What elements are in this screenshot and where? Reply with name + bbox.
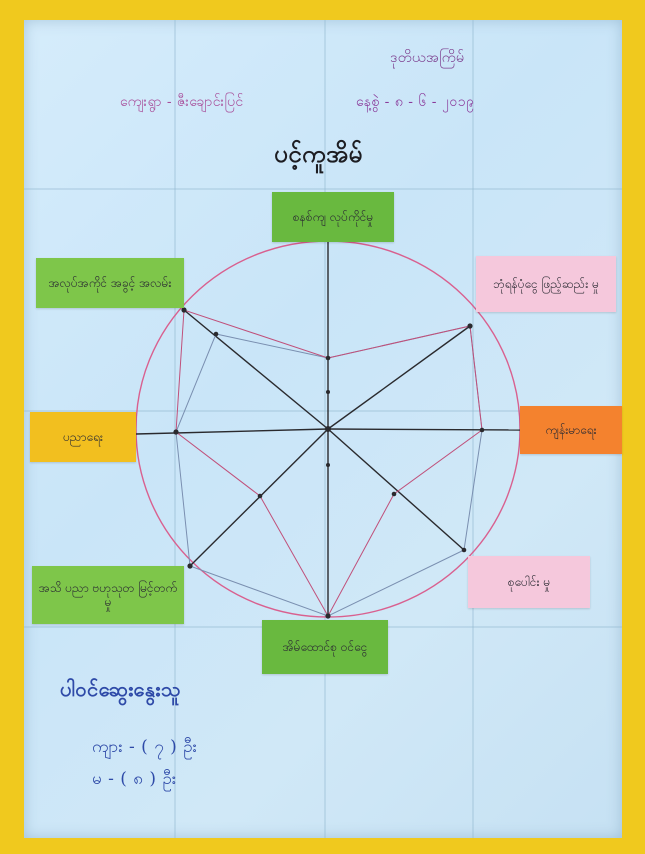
chart-title: ပင့်ကူအိမ် (274, 139, 363, 168)
round-note: ဒုတိယအကြိမ် (390, 50, 465, 66)
participants-title: ပါဝင်ဆွေးနွေးသူ (60, 677, 181, 701)
chart-paper (24, 20, 622, 838)
axis-left (136, 429, 328, 434)
participants-male: ကျား - ( ၇ ) ဦး (92, 737, 198, 757)
label-bottom-left: အသိ ပညာ ဗဟုသုတ မြင့်တက်မှု (32, 566, 184, 624)
label-top: စနစ်ကျ လုပ်ကိုင်မှု (272, 192, 394, 242)
village-label: ကျေးရွာ - ဇီးချောင်းပြင် (120, 94, 244, 110)
label-right: ကျန်းမာရေး (520, 406, 622, 454)
label-bottom: အိမ်ထောင်စု ဝင်ငွေ (262, 620, 388, 674)
label-left: ပညာရေး (30, 412, 136, 462)
participants-female: မ - ( ၈ ) ဦး (92, 769, 177, 789)
date-label: နေ့စွဲ - ၈ - ၆ - ၂၀၁၉ (356, 94, 475, 110)
axis-top-right (328, 326, 470, 429)
axis-top-left (184, 310, 328, 429)
axis-bottom-right (328, 429, 464, 550)
label-bottom-right: စုပေါင်း မှု (468, 556, 590, 608)
label-top-left: အလုပ်အကိုင် အခွင့် အလမ်း (36, 258, 184, 308)
score-dots (173, 307, 484, 618)
round-two-polygon (176, 310, 482, 616)
axis-right (328, 429, 524, 430)
label-top-right: ဘုံရန်ပုံငွေ ဖြည့်ဆည်း မှု (476, 256, 616, 312)
round-one-polygon (176, 326, 482, 616)
